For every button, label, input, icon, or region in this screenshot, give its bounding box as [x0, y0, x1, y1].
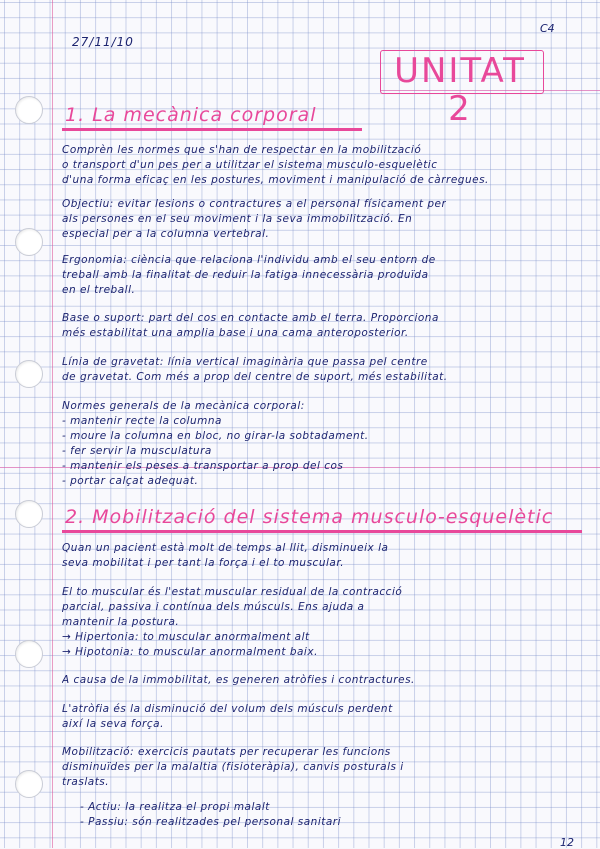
- ergonomia-line: Ergonomia: ciència que relaciona l'individu amb el seu entorn de: [62, 254, 436, 266]
- ergonomia-line: en el treball.: [62, 284, 136, 296]
- section2-heading: 2. Mobilització del sistema musculo-esquelètic: [65, 506, 554, 528]
- corner-mark: C4: [540, 22, 555, 35]
- base-line: més estabilitat una amplia base i una cama anteroposterior.: [62, 327, 409, 339]
- para-line: Quan un pacient està molt de temps al llit, disminueix la: [62, 542, 389, 554]
- normes-item: - portar calçat adequat.: [62, 475, 199, 487]
- para-line: traslats.: [62, 776, 110, 788]
- type-item: - Actiu: la realitza el propi malalt: [80, 801, 270, 813]
- punch-hole: [15, 640, 43, 668]
- normes-title: Normes generals de la mecànica corporal:: [62, 400, 305, 412]
- normes-item: - fer servir la musculatura: [62, 445, 212, 457]
- punch-hole: [15, 500, 43, 528]
- para-line: El to muscular és l'estat muscular residual de la contracció: [62, 586, 403, 598]
- punch-hole: [15, 360, 43, 388]
- date: 27/11/10: [72, 35, 134, 49]
- section1-heading: 1. La mecànica corporal: [65, 104, 317, 126]
- para-line: Mobilització: exercicis pautats per recuperar les funcions: [62, 746, 391, 758]
- punch-hole: [15, 96, 43, 124]
- type-item: - Passiu: són realitzades pel personal sanitari: [80, 816, 342, 828]
- page-number: 12: [560, 836, 574, 849]
- linia-line: de gravetat. Com més a prop del centre de suport, més estabilitat.: [62, 371, 448, 383]
- punch-hole: [15, 228, 43, 256]
- arrow-item: → Hipotonia: to muscular anormalment baix.: [62, 646, 318, 658]
- objectiu-line: Objectiu: evitar lesions o contractures a el personal físicament per: [62, 198, 447, 210]
- para-line: d'una forma eficaç en les postures, moviment i manipulació de càrregues.: [62, 174, 489, 186]
- para-line: mantenir la postura.: [62, 616, 180, 628]
- objectiu-line: especial per a la columna vertebral.: [62, 228, 270, 240]
- normes-item: - moure la columna en bloc, no girar-la sobtadament.: [62, 430, 369, 442]
- margin-line: [52, 0, 53, 848]
- para-line: disminuïdes per la malaltia (fisioteràpia), canvis posturals i: [62, 761, 404, 773]
- heading-underline: [62, 128, 362, 131]
- para-line: seva mobilitat i per tant la força i el to muscular.: [62, 557, 345, 569]
- para-line: L'atròfia és la disminució del volum dels músculs perdent: [62, 703, 393, 715]
- arrow-item: → Hipertonia: to muscular anormalment alt: [62, 631, 310, 643]
- punch-hole: [15, 770, 43, 798]
- para-line: Comprèn les normes que s'han de respectar en la mobilització: [62, 144, 422, 156]
- normes-item: - mantenir recte la columna: [62, 415, 222, 427]
- unit-title: UNITAT 2: [394, 51, 526, 129]
- para-line: o transport d'un pes per a utilitzar el sistema musculo-esquelètic: [62, 159, 438, 171]
- para-line: parcial, passiva i contínua dels músculs. Ens ajuda a: [62, 601, 365, 613]
- para-line: així la seva força.: [62, 718, 164, 730]
- heading-underline: [62, 530, 582, 533]
- objectiu-line: als persones en el seu moviment i la seva immobilització. En: [62, 213, 413, 225]
- normes-item: - mantenir els peses a transportar a prop del cos: [62, 460, 344, 472]
- base-line: Base o suport: part del cos en contacte amb el terra. Proporciona: [62, 312, 439, 324]
- ergonomia-line: treball amb la finalitat de reduir la fatiga innecessària produïda: [62, 269, 429, 281]
- para-line: A causa de la immobilitat, es generen atròfies i contractures.: [62, 674, 415, 686]
- linia-line: Línia de gravetat: línia vertical imaginària que passa pel centre: [62, 356, 428, 368]
